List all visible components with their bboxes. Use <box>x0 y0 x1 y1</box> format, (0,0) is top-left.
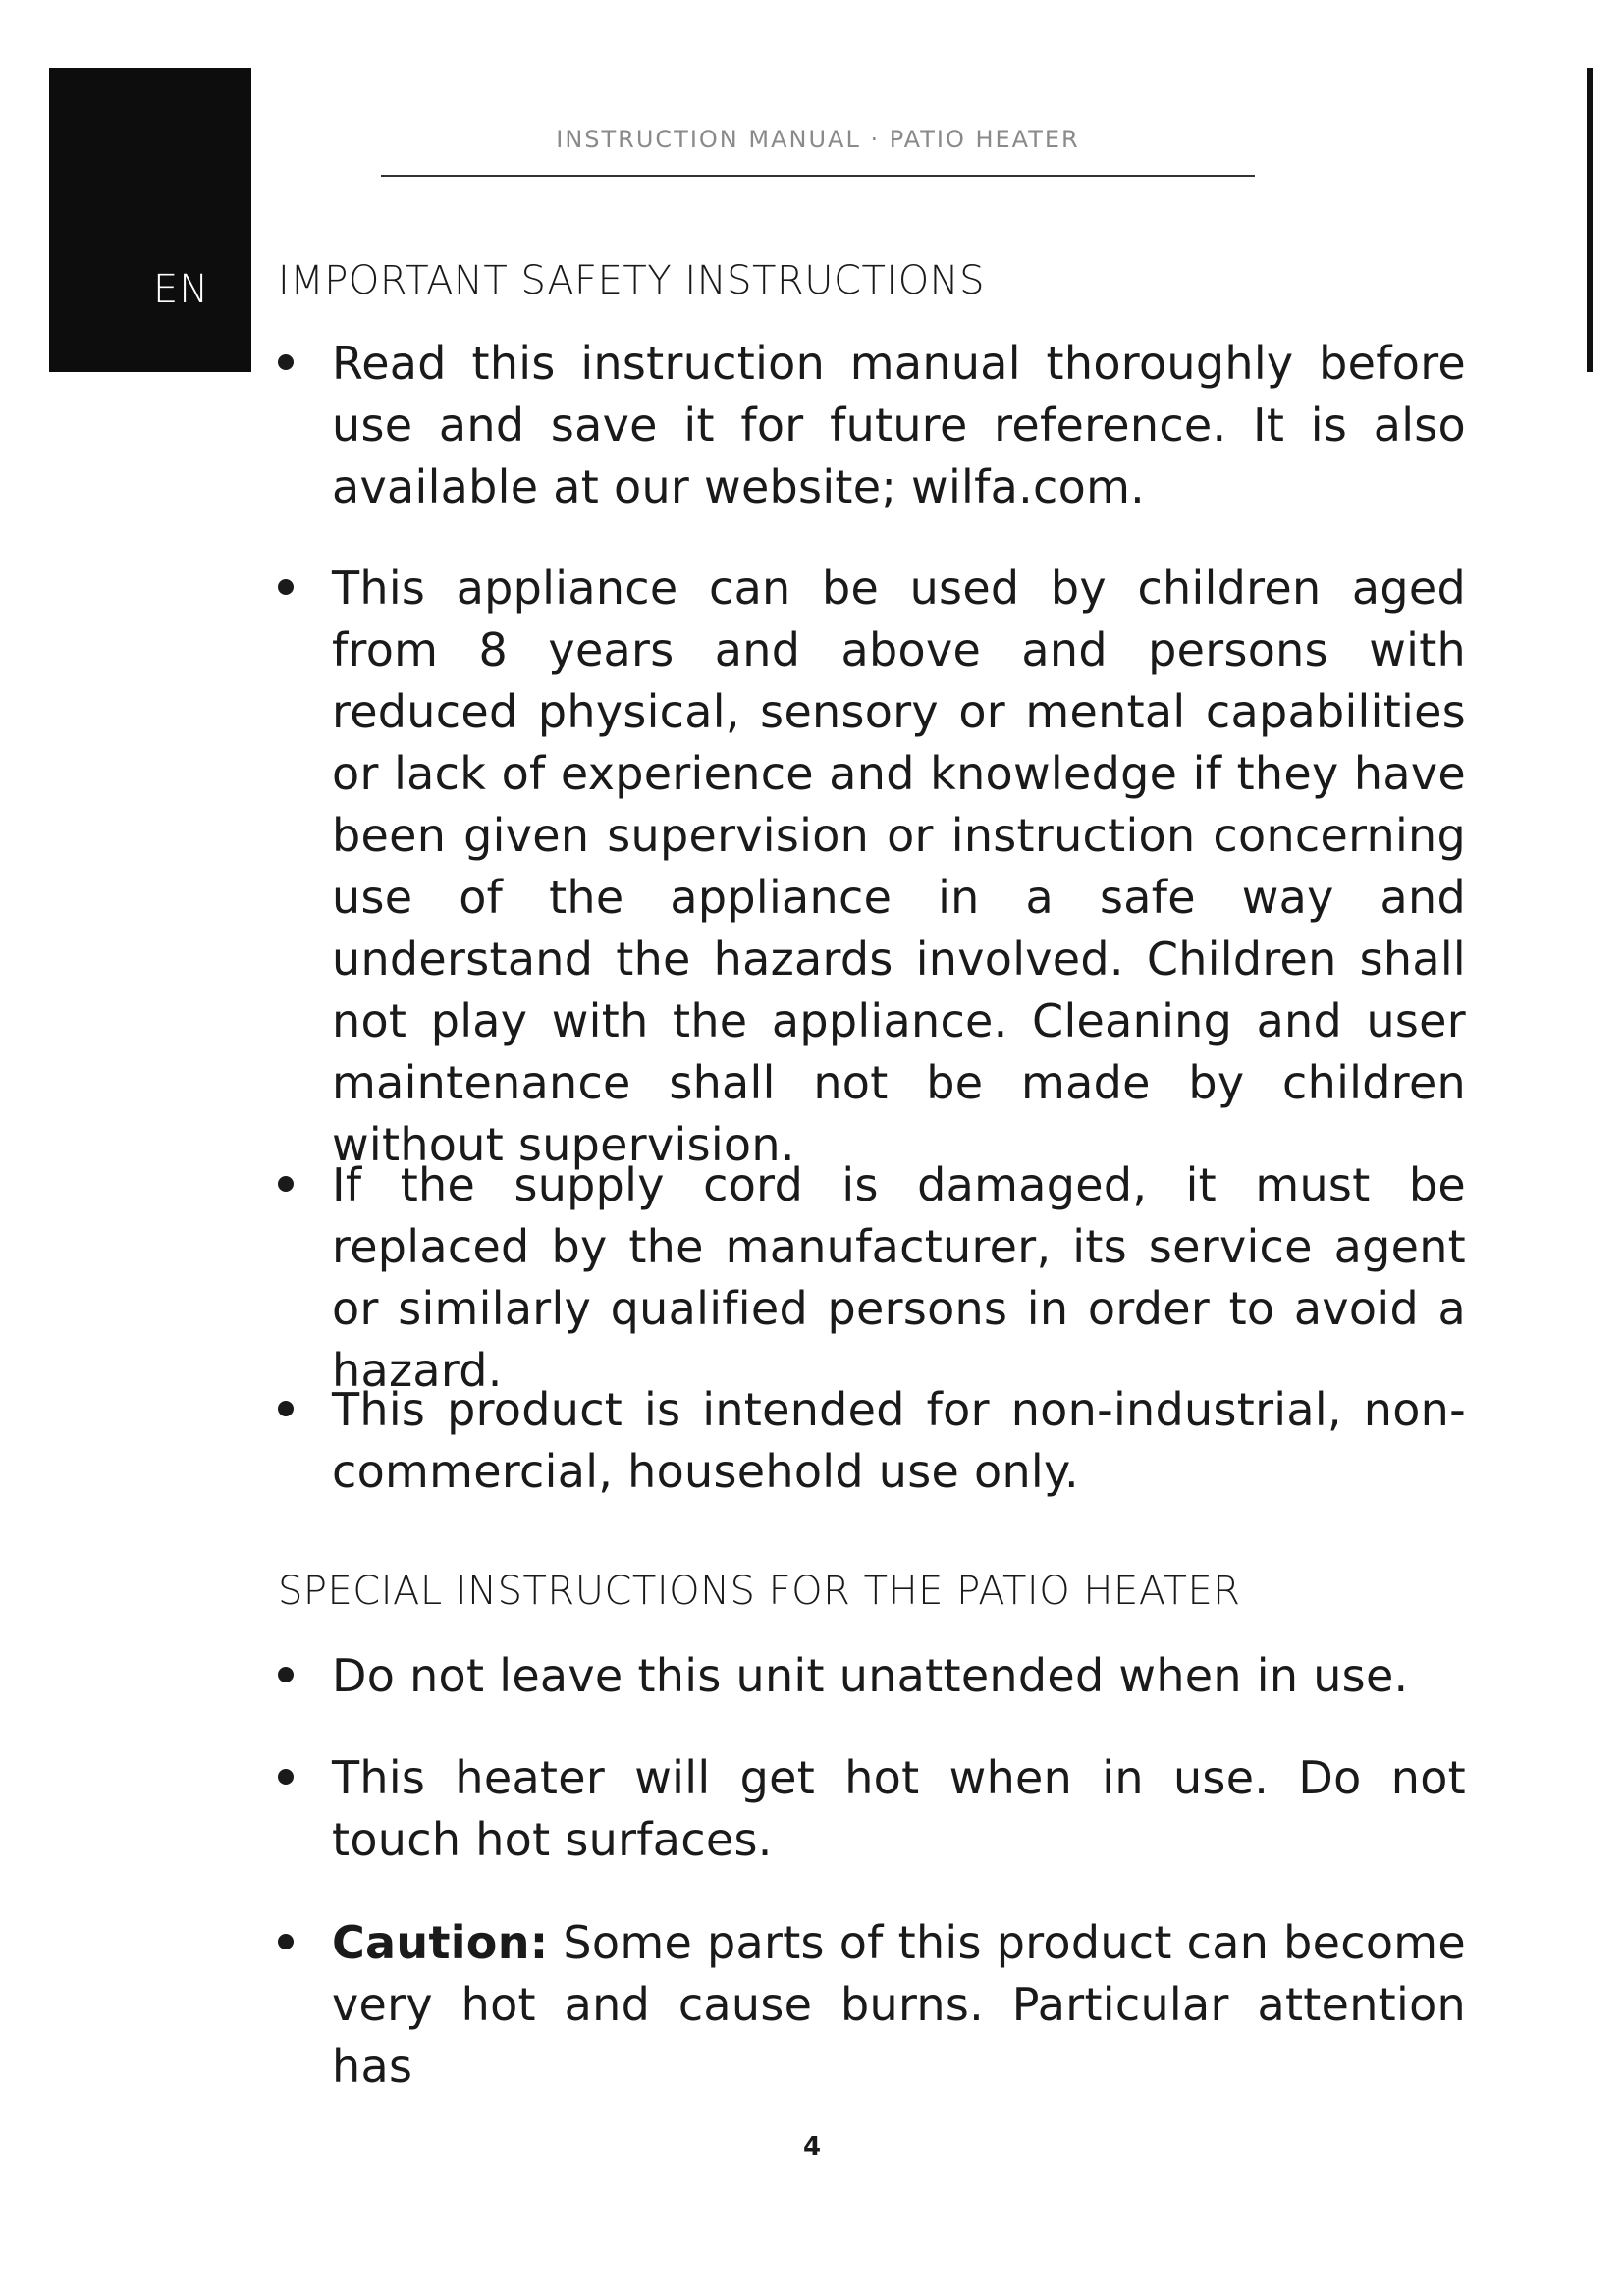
list-item-text: This product is intended for non-industrial, non-commercial, household use only. <box>332 1383 1466 1498</box>
header-divider <box>381 175 1255 177</box>
bullet-icon <box>278 354 294 370</box>
bullet-icon <box>278 1176 294 1192</box>
bullet-icon <box>278 579 294 595</box>
bullet-icon <box>278 1934 294 1949</box>
list-item <box>278 1747 1466 1871</box>
list-item <box>278 1379 1466 1503</box>
list-item-text: Read this instruction manual thoroughly before use and save it for future reference. It is also available at our website; wilfa.com. <box>332 337 1466 513</box>
list-item-text: This heater will get hot when in use. Do not touch hot surfaces. <box>332 1751 1466 1866</box>
language-tab-label: EN <box>153 267 210 312</box>
bullet-icon <box>278 1401 294 1416</box>
caution-body: Some parts of this product can become very hot and cause burns. Particular attention has <box>332 1916 1466 2093</box>
caution-label: Caution: <box>332 1916 549 1969</box>
caution-item <box>278 1912 1466 2098</box>
list-item <box>278 1645 1466 1707</box>
running-header: INSTRUCTION MANUAL · PATIO HEATER <box>556 126 1080 153</box>
list-item-text: This appliance can be used by children aged from 8 years and above and persons with reduced physical, sensory or mental capabilities or lack of experience and knowledge if they have been given supervision or instruction concerning use of the appliance in a safe way and understand the hazards involved. Children shall not play with the appliance. Cleaning and user maintenance shall not be made by children without supervision. <box>332 561 1466 1171</box>
list-item <box>278 558 1466 1176</box>
list-item-text: If the supply cord is damaged, it must be replaced by the manufacturer, its service agent or similarly qualified persons in order to avoid a hazard. <box>332 1158 1466 1397</box>
list-item-text: Do not leave this unit unattended when in use. <box>332 1649 1409 1702</box>
bullet-icon <box>278 1769 294 1785</box>
page-number: 4 <box>802 2132 822 2162</box>
section-heading-safety: IMPORTANT SAFETY INSTRUCTIONS <box>278 258 985 303</box>
list-item <box>278 1154 1466 1402</box>
bullet-icon <box>278 1667 294 1682</box>
right-edge-marker <box>1587 68 1593 372</box>
language-tab <box>49 68 251 372</box>
caution-text <box>332 1912 1466 2098</box>
list-item <box>278 333 1466 518</box>
section-heading-special: SPECIAL INSTRUCTIONS FOR THE PATIO HEATER <box>278 1569 1241 1614</box>
